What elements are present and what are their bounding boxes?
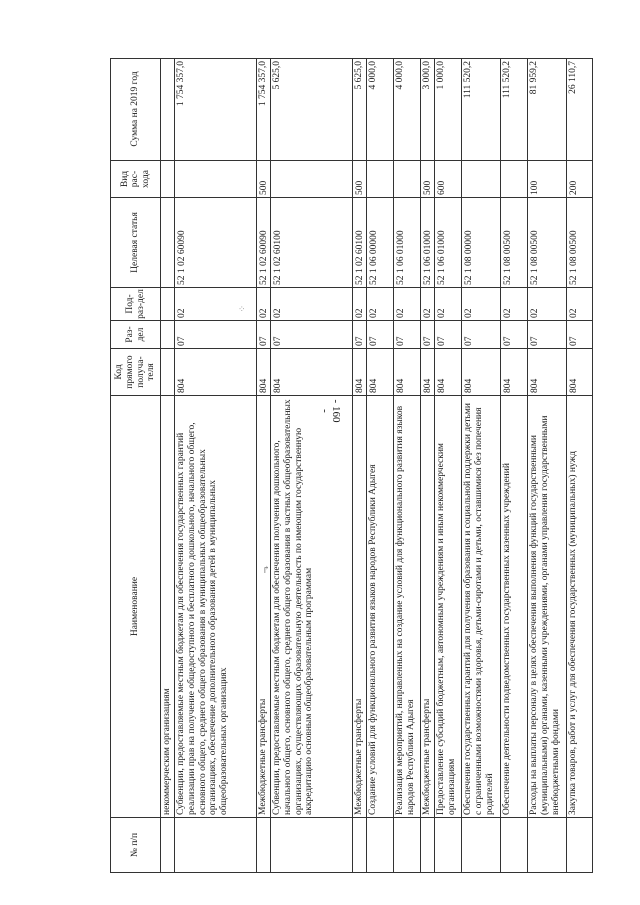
cell-vid bbox=[461, 161, 500, 198]
cell-num bbox=[256, 818, 270, 873]
cell-razdel: 07 bbox=[527, 321, 566, 349]
cell-name: Расходы на выплаты персоналу в целях обеспечения выполнения функций государственными (муниципальными) органами, казенными учреждениями, органами управления государственными внебюджетными фондами bbox=[527, 396, 566, 818]
cell-target: 52 1 06 01000 bbox=[434, 198, 461, 288]
cell-sum: 1 754 357,0 bbox=[174, 58, 256, 161]
cell-code: 804 bbox=[500, 349, 527, 396]
header-code: Код прямого получа-теля bbox=[110, 349, 160, 396]
cell-vid: 200 bbox=[566, 161, 593, 198]
cell-code: 804 bbox=[174, 349, 256, 396]
cell-num bbox=[160, 818, 174, 873]
header-razdel: Раз-дел bbox=[110, 321, 160, 349]
cell-vid bbox=[500, 161, 527, 198]
cell-num bbox=[366, 818, 393, 873]
cell-sum: 111 520,2 bbox=[500, 58, 527, 161]
cell-sum bbox=[160, 58, 174, 161]
cell-podrazdel: 02 bbox=[500, 288, 527, 321]
cell-vid bbox=[174, 161, 256, 198]
cell-code: 804 bbox=[256, 349, 270, 396]
cell-target: 52 1 06 01000 bbox=[393, 198, 420, 288]
cell-razdel: 07 bbox=[174, 321, 256, 349]
cell-name: Обеспечение государственных гарантий для получения образования и социальной поддержки детьми с ограниченными возможностями здоровья, детьми-сиротами и детьми, оставшимися без попечения родителей bbox=[461, 396, 500, 818]
cell-target: 52 1 02 60090 bbox=[174, 198, 256, 288]
cell-name: Межбюджетные трансферты bbox=[420, 396, 434, 818]
cell-target: 52 1 08 00500 bbox=[527, 198, 566, 288]
cell-name: Субвенции, предоставляемые местным бюджетам для обеспечения получения дошкольного, начального общего, основного общего, среднего общего образования в частных общеобразовательных организациях, осуществляющих образовательную деятельность по имеющим государственную аккредитацию основным общеобразовательным программам bbox=[270, 396, 352, 818]
cell-num bbox=[420, 818, 434, 873]
cell-vid: 500 bbox=[352, 161, 366, 198]
cell-name: Субвенции, предоставляемые местным бюджетам для обеспечения государственных гарантий реализации прав на получение общедоступного и бесплатного дошкольного, начального общего, основного общего, среднего общего образования в муниципальных общеобразовательных организациях, обеспечение дополнительного образования детей в муниципальных общеобразовательных организациях bbox=[174, 396, 256, 818]
page-number: - 160 - bbox=[319, 399, 342, 423]
cell-sum: 1 754 357,0 bbox=[256, 58, 270, 161]
cell-razdel: 07 bbox=[393, 321, 420, 349]
cell-podrazdel bbox=[160, 288, 174, 321]
cell-name: Закупка товаров, работ и услуг для обеспечения государственных (муниципальных) нужд bbox=[566, 396, 593, 818]
cell-sum: 26 110,7 bbox=[566, 58, 593, 161]
cell-target: 52 1 02 60100 bbox=[270, 198, 352, 288]
cell-razdel: 07 bbox=[461, 321, 500, 349]
cell-target: 52 1 06 00000 bbox=[366, 198, 393, 288]
cell-podrazdel: 02 bbox=[352, 288, 366, 321]
header-vid: Вид рас-хода bbox=[110, 161, 160, 198]
cell-sum: 4 000,0 bbox=[366, 58, 393, 161]
cell-code: 804 bbox=[566, 349, 593, 396]
cell-target: 52 1 08 00000 bbox=[461, 198, 500, 288]
cell-code bbox=[160, 349, 174, 396]
rotated-table-area bbox=[110, 58, 579, 873]
cell-num bbox=[434, 818, 461, 873]
cell-sum: 5 625,0 bbox=[270, 58, 352, 161]
header-target: Целевая статья bbox=[110, 198, 160, 288]
cell-podrazdel: 02 bbox=[270, 288, 352, 321]
cell-target: 52 1 08 00500 bbox=[500, 198, 527, 288]
cell-podrazdel: 02 bbox=[434, 288, 461, 321]
cell-vid: 500 bbox=[420, 161, 434, 198]
cell-razdel: 07 bbox=[256, 321, 270, 349]
cell-sum: 3 000,0 bbox=[420, 58, 434, 161]
cell-target: 52 1 08 00500 bbox=[566, 198, 593, 288]
cell-num bbox=[566, 818, 593, 873]
cell-num bbox=[461, 818, 500, 873]
cell-name: Предоставление субсидий бюджетным, автономным учреждениям и иным некоммерческим организациям bbox=[434, 396, 461, 818]
cell-razdel: 07 bbox=[420, 321, 434, 349]
cell-code: 804 bbox=[527, 349, 566, 396]
cell-sum: 111 520,2 bbox=[461, 58, 500, 161]
cell-razdel: 07 bbox=[434, 321, 461, 349]
cell-sum: 5 625,0 bbox=[352, 58, 366, 161]
cell-podrazdel: 02 bbox=[393, 288, 420, 321]
cell-sum: 4 000,0 bbox=[393, 58, 420, 161]
cell-name: Создание условий для функционального развития языков народов Республики Адыгея bbox=[366, 396, 393, 818]
cell-vid bbox=[270, 161, 352, 198]
cell-podrazdel: 02 bbox=[566, 288, 593, 321]
cell-razdel bbox=[160, 321, 174, 349]
cell-sum: 81 959,2 bbox=[527, 58, 566, 161]
cell-code: 804 bbox=[393, 349, 420, 396]
cell-name: Межбюджетные трансферты bbox=[352, 396, 366, 818]
cell-vid bbox=[160, 161, 174, 198]
cell-target: 52 1 02 60090 bbox=[256, 198, 270, 288]
cell-razdel: 07 bbox=[366, 321, 393, 349]
cell-name: Межбюджетные трансферты bbox=[256, 396, 270, 818]
cell-target: 52 1 02 60100 bbox=[352, 198, 366, 288]
cell-num bbox=[393, 818, 420, 873]
cell-vid: 600 bbox=[434, 161, 461, 198]
budget-table bbox=[110, 58, 579, 873]
cell-num bbox=[270, 818, 352, 873]
cell-razdel: 07 bbox=[270, 321, 352, 349]
cell-num bbox=[527, 818, 566, 873]
scan-mark-2: ↱ bbox=[262, 565, 271, 576]
cell-code: 804 bbox=[366, 349, 393, 396]
cell-code: 804 bbox=[352, 349, 366, 396]
cell-podrazdel: 02 bbox=[256, 288, 270, 321]
header-sum: Сумма на 2019 год bbox=[110, 58, 160, 161]
cell-vid bbox=[366, 161, 393, 198]
cell-name: некоммерческим организациям bbox=[160, 396, 174, 818]
scan-mark: ⁘ bbox=[238, 304, 246, 314]
cell-num bbox=[174, 818, 256, 873]
cell-num bbox=[500, 818, 527, 873]
cell-sum: 1 000,0 bbox=[434, 58, 461, 161]
cell-target: 52 1 06 01000 bbox=[420, 198, 434, 288]
cell-podrazdel: 02 bbox=[174, 288, 256, 321]
cell-podrazdel: 02 bbox=[461, 288, 500, 321]
cell-name: Реализация мероприятий, направленных на создание условий для функционального развития языков народов Республики Адыгея bbox=[393, 396, 420, 818]
cell-podrazdel: 02 bbox=[366, 288, 393, 321]
cell-num bbox=[352, 818, 366, 873]
cell-vid bbox=[393, 161, 420, 198]
header-name: Наименование bbox=[110, 396, 160, 818]
header-num: № п/п bbox=[110, 818, 160, 873]
cell-podrazdel: 02 bbox=[527, 288, 566, 321]
cell-razdel: 07 bbox=[566, 321, 593, 349]
cell-target bbox=[160, 198, 174, 288]
cell-razdel: 07 bbox=[500, 321, 527, 349]
cell-code: 804 bbox=[420, 349, 434, 396]
cell-razdel: 07 bbox=[352, 321, 366, 349]
cell-podrazdel: 02 bbox=[420, 288, 434, 321]
cell-vid: 100 bbox=[527, 161, 566, 198]
cell-code: 804 bbox=[270, 349, 352, 396]
header-podrazdel: Под-раз-дел bbox=[110, 288, 160, 321]
cell-vid: 500 bbox=[256, 161, 270, 198]
cell-code: 804 bbox=[461, 349, 500, 396]
cell-code: 804 bbox=[434, 349, 461, 396]
cell-name: Обеспечение деятельности подведомственных государственных казенных учреждений bbox=[500, 396, 527, 818]
